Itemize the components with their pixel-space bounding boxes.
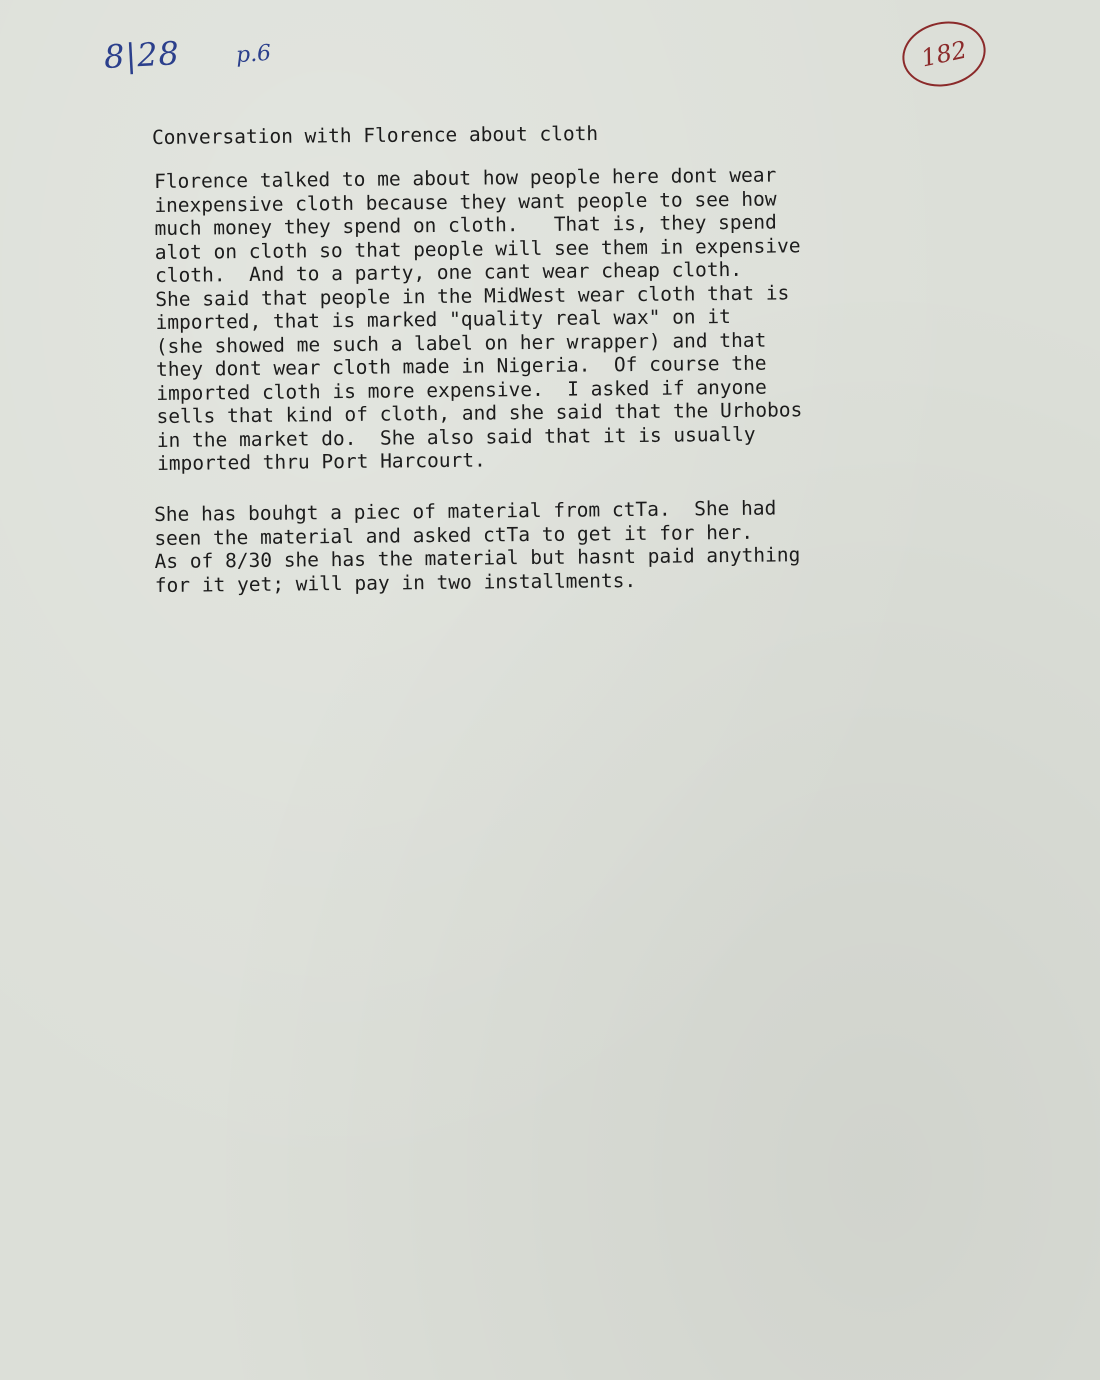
handwritten-page-ref: p.6 [235, 40, 272, 69]
page-number-circle [896, 14, 991, 94]
text-line: in the market do. She also said that it is usually [156, 422, 756, 452]
text-line: Florence talked to me about how people here dont wear [154, 163, 777, 193]
document-title: Conversation with Florence about cloth [151, 122, 599, 149]
handwritten-date: 8|28 [103, 34, 181, 76]
text-line: they dont wear cloth made in Nigeria. Of course the [155, 351, 767, 381]
text-line: She has bouhgt a piec of material from ctTa. She had [154, 496, 777, 526]
text-line: (she showed me such a label on her wrapper) and that [155, 328, 767, 358]
text-line: much money they spend on cloth. That is, they spend [154, 210, 777, 240]
text-line: As of 8/30 she has the material but hasnt paid anything [154, 543, 801, 573]
paragraph-1 [154, 163, 803, 475]
text-line: inexpensive cloth because they want people to see how [154, 186, 777, 217]
text-line: imported thru Port Harcourt. [156, 448, 486, 475]
text-line: alot on cloth so that people will see them in expensive [154, 233, 801, 264]
paragraph-2 [154, 496, 801, 597]
text-line: She said that people in the MidWest wear cloth that is [155, 280, 790, 311]
text-line: for it yet; will pay in two installments. [154, 568, 637, 597]
text-line: imported, that is marked "quality real wax" on it [155, 304, 731, 334]
page-number: 182 [918, 35, 970, 73]
text-line: sells that kind of cloth, and she said that the Urhobos [156, 398, 803, 428]
text-line: cloth. And to a party, one cant wear cheap cloth. [154, 257, 743, 287]
text-line: seen the material and asked ctTa to get it for her. [154, 520, 754, 550]
text-line: imported cloth is more expensive. I asked if anyone [156, 375, 767, 405]
